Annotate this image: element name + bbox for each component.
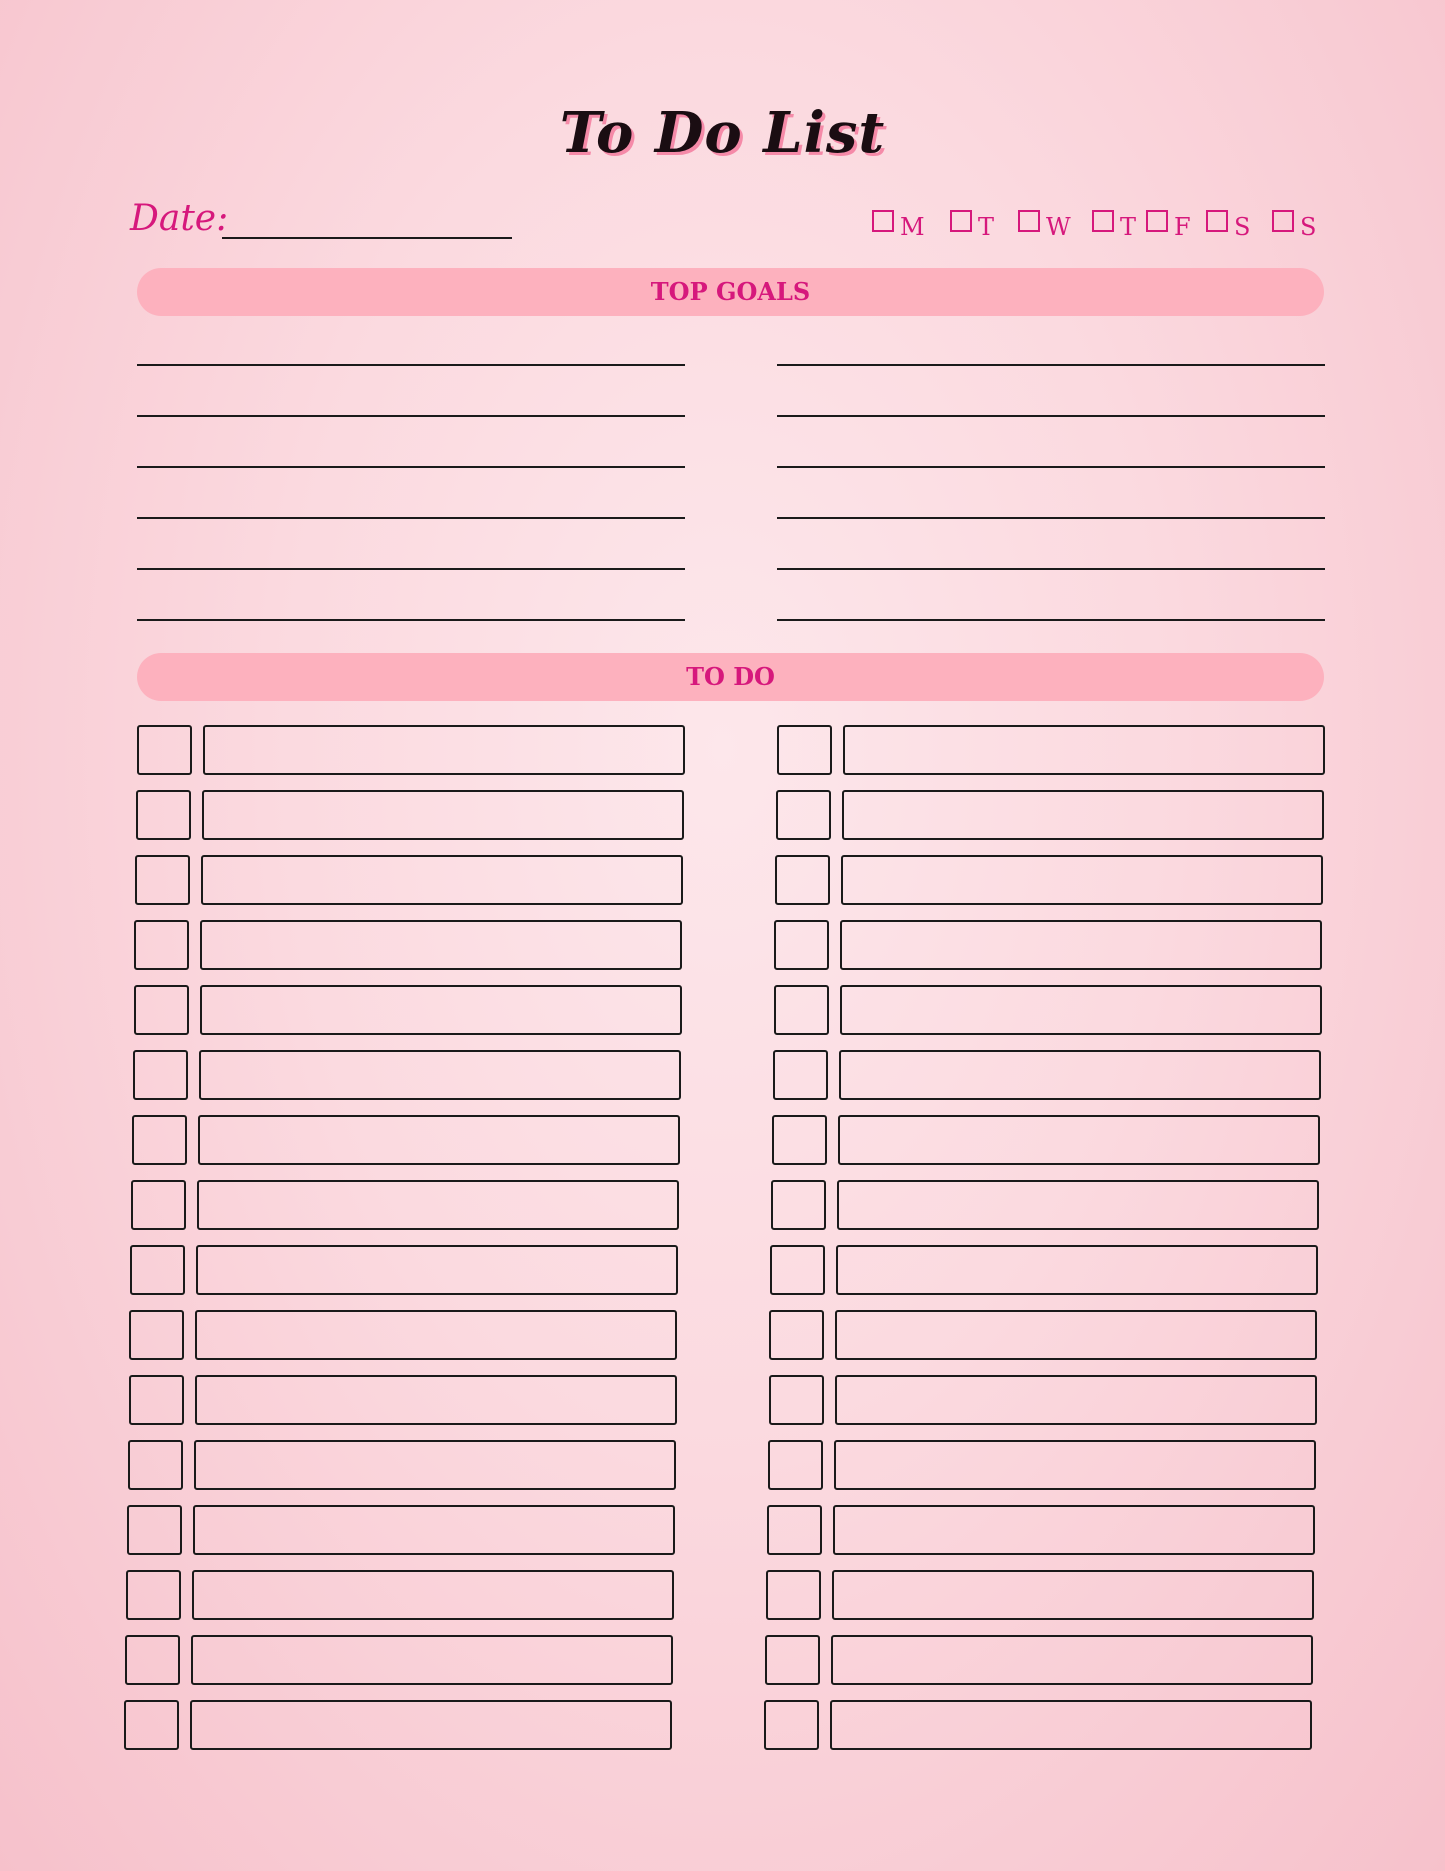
task-field-right-7[interactable] [838, 1115, 1320, 1165]
goal-line-left-6[interactable] [137, 619, 685, 621]
task-checkbox-right-4[interactable] [774, 920, 829, 970]
day-checkbox[interactable] [1146, 210, 1168, 232]
task-checkbox-left-11[interactable] [129, 1375, 184, 1425]
task-field-right-13[interactable] [833, 1505, 1315, 1555]
task-field-right-2[interactable] [842, 790, 1324, 840]
page-title: To Do List [559, 100, 886, 166]
task-checkbox-left-2[interactable] [136, 790, 191, 840]
task-field-left-7[interactable] [198, 1115, 680, 1165]
day-letter: T [978, 213, 995, 241]
task-field-right-10[interactable] [835, 1310, 1317, 1360]
task-checkbox-left-16[interactable] [124, 1700, 179, 1750]
task-field-right-1[interactable] [843, 725, 1325, 775]
task-field-left-16[interactable] [190, 1700, 672, 1750]
day-checkbox[interactable] [1206, 210, 1228, 232]
day-monday[interactable] [872, 210, 925, 241]
goal-line-left-4[interactable] [137, 517, 685, 519]
task-field-left-3[interactable] [201, 855, 683, 905]
task-field-left-15[interactable] [191, 1635, 673, 1685]
task-field-left-1[interactable] [203, 725, 685, 775]
task-checkbox-left-1[interactable] [137, 725, 192, 775]
goal-line-left-5[interactable] [137, 568, 685, 570]
task-checkbox-left-4[interactable] [134, 920, 189, 970]
task-checkbox-right-15[interactable] [765, 1635, 820, 1685]
task-checkbox-right-13[interactable] [767, 1505, 822, 1555]
day-letter: S [1300, 213, 1317, 241]
task-field-right-15[interactable] [831, 1635, 1313, 1685]
task-checkbox-left-15[interactable] [125, 1635, 180, 1685]
task-checkbox-right-8[interactable] [771, 1180, 826, 1230]
task-checkbox-right-14[interactable] [766, 1570, 821, 1620]
task-field-left-2[interactable] [202, 790, 684, 840]
task-checkbox-right-5[interactable] [774, 985, 829, 1035]
goal-line-left-2[interactable] [137, 415, 685, 417]
task-field-left-9[interactable] [196, 1245, 678, 1295]
day-letter: W [1046, 213, 1071, 241]
day-checkbox[interactable] [950, 210, 972, 232]
date-label: Date: [130, 198, 229, 239]
task-checkbox-right-2[interactable] [776, 790, 831, 840]
goal-line-right-3[interactable] [777, 466, 1325, 468]
goal-line-right-4[interactable] [777, 517, 1325, 519]
goal-line-right-1[interactable] [777, 364, 1325, 366]
task-checkbox-left-3[interactable] [135, 855, 190, 905]
top-goals-heading: TOP GOALS [137, 268, 1324, 316]
task-checkbox-left-14[interactable] [126, 1570, 181, 1620]
task-checkbox-right-1[interactable] [777, 725, 832, 775]
task-checkbox-right-9[interactable] [770, 1245, 825, 1295]
task-checkbox-right-16[interactable] [764, 1700, 819, 1750]
task-checkbox-left-7[interactable] [132, 1115, 187, 1165]
task-field-left-11[interactable] [195, 1375, 677, 1425]
task-field-left-13[interactable] [193, 1505, 675, 1555]
task-checkbox-left-12[interactable] [128, 1440, 183, 1490]
task-checkbox-right-10[interactable] [769, 1310, 824, 1360]
task-field-left-10[interactable] [195, 1310, 677, 1360]
task-checkbox-left-10[interactable] [129, 1310, 184, 1360]
day-checkbox[interactable] [872, 210, 894, 232]
task-checkbox-left-5[interactable] [134, 985, 189, 1035]
goal-line-right-6[interactable] [777, 619, 1325, 621]
task-field-right-8[interactable] [837, 1180, 1319, 1230]
task-field-right-14[interactable] [832, 1570, 1314, 1620]
goal-line-right-2[interactable] [777, 415, 1325, 417]
task-field-right-16[interactable] [830, 1700, 1312, 1750]
task-field-left-4[interactable] [200, 920, 682, 970]
task-checkbox-left-8[interactable] [131, 1180, 186, 1230]
goal-line-left-1[interactable] [137, 364, 685, 366]
task-field-left-12[interactable] [194, 1440, 676, 1490]
day-checkbox[interactable] [1018, 210, 1040, 232]
todo-heading: TO DO [137, 653, 1324, 701]
day-letter: S [1234, 213, 1251, 241]
task-field-left-8[interactable] [197, 1180, 679, 1230]
goal-line-left-3[interactable] [137, 466, 685, 468]
weekday-selector [870, 210, 1330, 240]
day-letter: T [1120, 213, 1137, 241]
day-saturday[interactable] [1206, 210, 1251, 241]
task-field-right-11[interactable] [835, 1375, 1317, 1425]
day-checkbox[interactable] [1272, 210, 1294, 232]
day-sunday[interactable] [1272, 210, 1317, 241]
task-checkbox-right-3[interactable] [775, 855, 830, 905]
task-field-right-3[interactable] [841, 855, 1323, 905]
task-checkbox-left-13[interactable] [127, 1505, 182, 1555]
task-checkbox-left-9[interactable] [130, 1245, 185, 1295]
task-checkbox-right-12[interactable] [768, 1440, 823, 1490]
task-checkbox-right-6[interactable] [773, 1050, 828, 1100]
day-letter: M [900, 213, 925, 241]
day-wednesday[interactable] [1018, 210, 1071, 241]
task-checkbox-left-6[interactable] [133, 1050, 188, 1100]
task-field-right-12[interactable] [834, 1440, 1316, 1490]
day-letter: F [1174, 213, 1191, 241]
task-checkbox-right-7[interactable] [772, 1115, 827, 1165]
task-checkbox-right-11[interactable] [769, 1375, 824, 1425]
day-friday[interactable] [1146, 210, 1191, 241]
task-field-left-6[interactable] [199, 1050, 681, 1100]
task-field-left-5[interactable] [200, 985, 682, 1035]
day-thursday[interactable] [1092, 210, 1137, 241]
day-tuesday[interactable] [950, 210, 995, 241]
task-field-right-5[interactable] [840, 985, 1322, 1035]
task-field-right-9[interactable] [836, 1245, 1318, 1295]
goal-line-right-5[interactable] [777, 568, 1325, 570]
task-field-right-6[interactable] [839, 1050, 1321, 1100]
date-input-line[interactable] [222, 237, 512, 239]
day-checkbox[interactable] [1092, 210, 1114, 232]
task-field-right-4[interactable] [840, 920, 1322, 970]
task-field-left-14[interactable] [192, 1570, 674, 1620]
